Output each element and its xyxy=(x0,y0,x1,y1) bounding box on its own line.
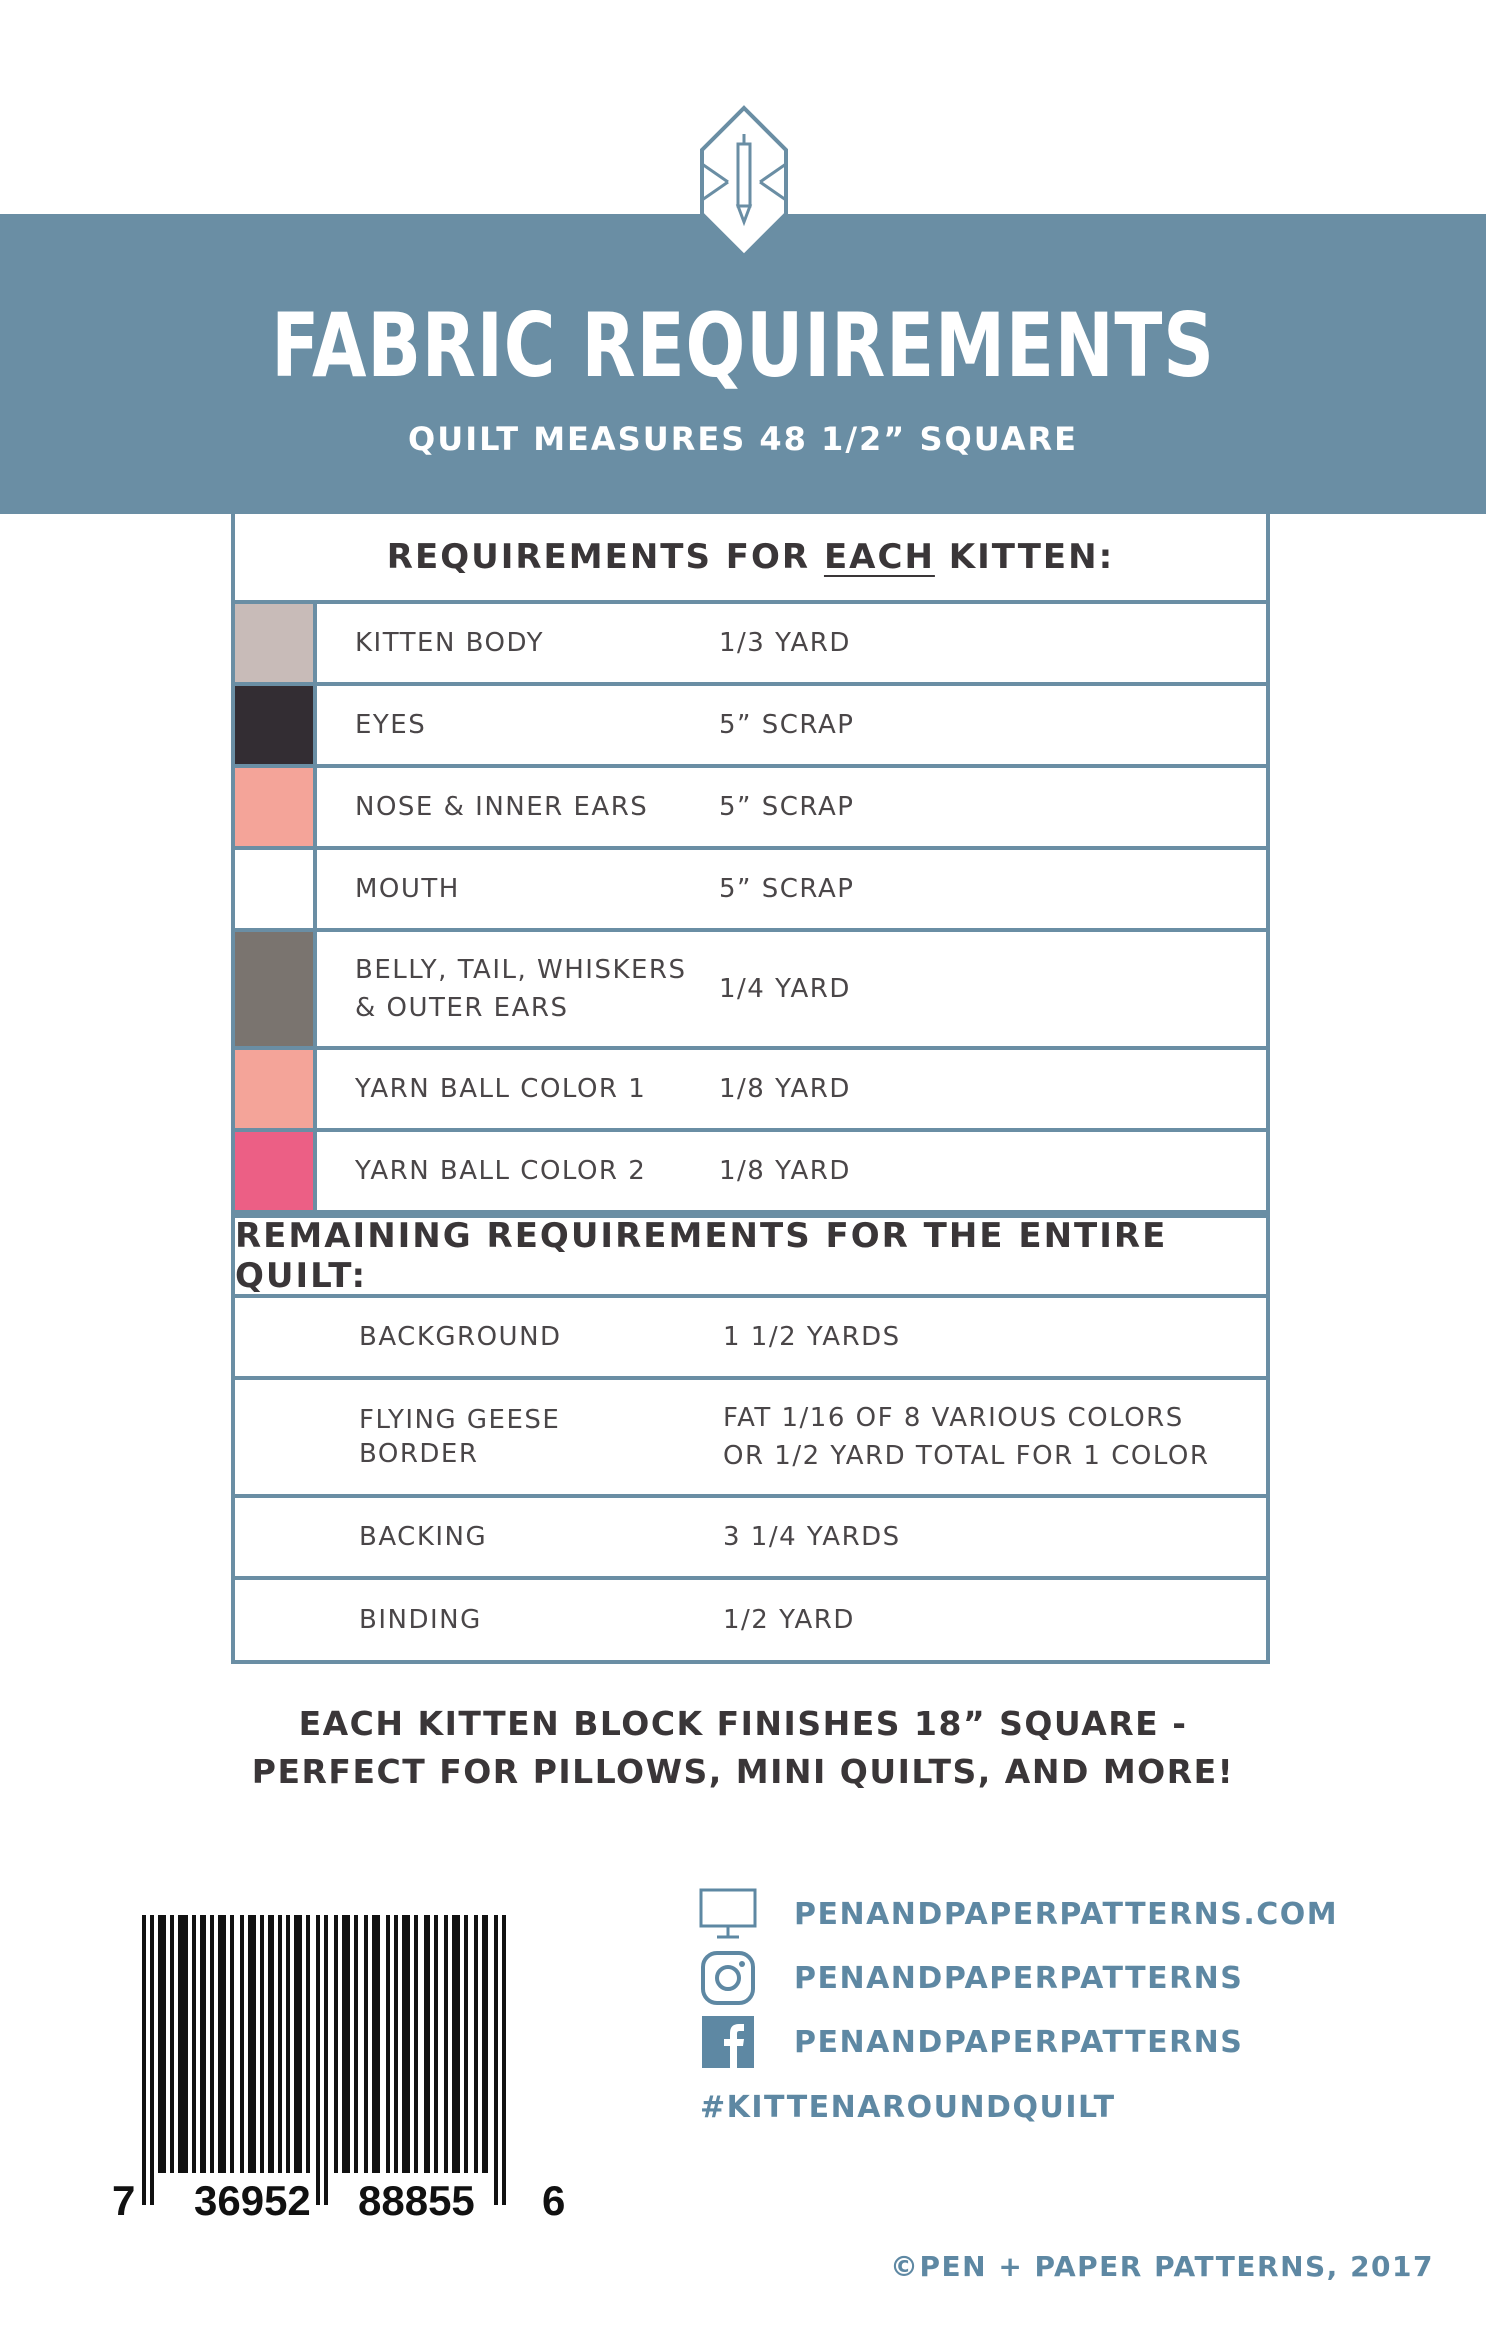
color-swatch xyxy=(235,850,317,928)
note-line-1: EACH KITTEN BLOCK FINISHES 18” SQUARE - xyxy=(298,1704,1188,1743)
copyright: ©PEN + PAPER PATTERNS, 2017 xyxy=(889,2250,1434,2283)
table-row xyxy=(235,1050,1266,1132)
fabric-name: BACKING xyxy=(359,1522,488,1552)
instagram-link[interactable] xyxy=(698,1946,1338,2010)
fabric-name: YARN BALL COLOR 2 xyxy=(355,1156,647,1186)
fabric-amount: 1/8 YARD xyxy=(719,1074,851,1104)
quilt-size-subtitle: QUILT MEASURES 48 1/2” SQUARE xyxy=(408,420,1078,458)
fabric-name: EYES xyxy=(355,710,427,740)
color-swatch xyxy=(235,604,317,682)
pen-paper-logo-icon xyxy=(698,104,790,260)
table-row xyxy=(235,1380,1266,1498)
fabric-name: MOUTH xyxy=(355,874,460,904)
website-link[interactable] xyxy=(698,1882,1338,1946)
fabric-name: KITTEN BODY xyxy=(355,628,544,658)
instagram-icon xyxy=(698,1948,758,2008)
barcode-digit-left: 7 xyxy=(112,2177,136,2224)
empty-swatch-cell xyxy=(235,1380,321,1494)
barcode-group-2: 88855 xyxy=(358,2177,475,2224)
kitten-section-heading xyxy=(235,514,1266,604)
table-row xyxy=(235,1132,1266,1214)
barcode-digit-right: 6 xyxy=(542,2177,566,2224)
color-swatch xyxy=(235,1050,317,1128)
table-row xyxy=(235,1498,1266,1580)
fabric-amount: 1/4 YARD xyxy=(719,974,851,1004)
table-row xyxy=(235,932,1266,1050)
empty-swatch-cell xyxy=(235,1580,321,1660)
fabric-amount: 5” SCRAP xyxy=(719,710,855,740)
empty-swatch-cell xyxy=(235,1298,321,1376)
facebook-link-text[interactable]: PENANDPAPERPATTERNS xyxy=(794,2024,1244,2060)
color-swatch xyxy=(235,932,317,1046)
page-title: FABRIC REQUIREMENTS xyxy=(271,294,1215,397)
requirements-table xyxy=(231,514,1270,1664)
fabric-amount: 1 1/2 YARDS xyxy=(723,1322,901,1352)
kitten-heading-emphasis: EACH xyxy=(823,537,935,577)
fabric-amount: 3 1/4 YARDS xyxy=(723,1522,901,1552)
hashtag: #KITTENAROUNDQUILT xyxy=(700,2090,1116,2125)
barcode-group-1: 36952 xyxy=(194,2177,311,2224)
fabric-name: NOSE & INNER EARS xyxy=(355,792,649,822)
color-swatch xyxy=(235,768,317,846)
table-row xyxy=(235,850,1266,932)
contact-links xyxy=(698,1882,1338,2074)
table-row xyxy=(235,768,1266,850)
monitor-icon xyxy=(698,1884,758,1944)
fabric-amount: 1/3 YARD xyxy=(719,628,851,658)
empty-swatch-cell xyxy=(235,1498,321,1576)
table-row xyxy=(235,1298,1266,1380)
fabric-name: BINDING xyxy=(359,1605,482,1635)
barcode xyxy=(110,1905,580,2235)
block-size-note xyxy=(0,1700,1486,1796)
fabric-amount: 1/2 YARD xyxy=(723,1605,855,1635)
note-line-2: PERFECT FOR PILLOWS, MINI QUILTS, AND MORE! xyxy=(251,1752,1235,1791)
website-link-text[interactable]: PENANDPAPERPATTERNS.COM xyxy=(794,1896,1339,1932)
fabric-name: YARN BALL COLOR 1 xyxy=(355,1074,647,1104)
fabric-name: BELLY, TAIL, WHISKERS & OUTER EARS xyxy=(355,955,687,1023)
kitten-heading-suffix: KITTEN: xyxy=(934,537,1115,577)
facebook-link[interactable] xyxy=(698,2010,1338,2074)
kitten-heading-prefix: REQUIREMENTS FOR xyxy=(386,537,824,577)
fabric-name: FLYING GEESE BORDER xyxy=(359,1405,561,1469)
facebook-icon xyxy=(698,2012,758,2072)
color-swatch xyxy=(235,686,317,764)
fabric-amount: FAT 1/16 OF 8 VARIOUS COLORS OR 1/2 YARD TOTAL FOR 1 COLOR xyxy=(723,1403,1210,1471)
color-swatch xyxy=(235,1132,317,1210)
barcode-bars xyxy=(110,1905,580,2235)
table-row xyxy=(235,686,1266,768)
quilt-section-heading: REMAINING REQUIREMENTS FOR THE ENTIRE QUILT: xyxy=(235,1214,1266,1298)
table-row xyxy=(235,604,1266,686)
table-row xyxy=(235,1580,1266,1660)
fabric-amount: 5” SCRAP xyxy=(719,874,855,904)
instagram-link-text[interactable]: PENANDPAPERPATTERNS xyxy=(794,1960,1244,1996)
fabric-amount: 5” SCRAP xyxy=(719,792,855,822)
fabric-name: BACKGROUND xyxy=(359,1322,562,1352)
fabric-amount: 1/8 YARD xyxy=(719,1156,851,1186)
